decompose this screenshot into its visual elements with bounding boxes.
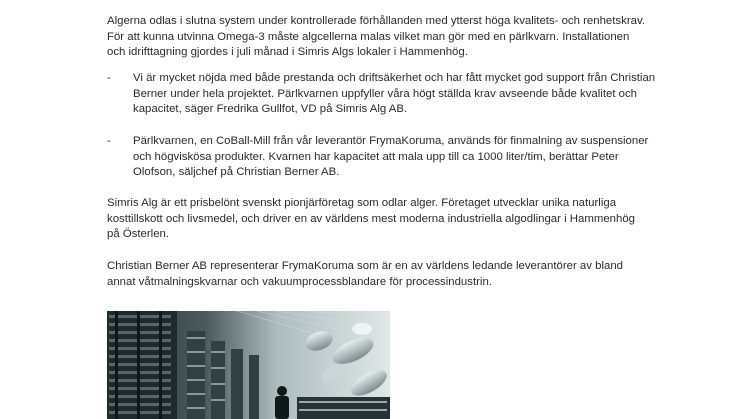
bullet-text: Pärlkvarnen, en CoBall-Mill från vår leverantör FrymaKoruma, används för finmalning av suspensioner och högviskösa produkter. Kvarnen har kapacitet att mala upp till ca 1000 liter/tim, berättar Peter Olofson, säljchef på Christian Berner AB.: [133, 135, 649, 179]
bullet-marker: -: [107, 135, 111, 147]
paragraph-intro: Algerna odlas i slutna system under kontrollerade förhållanden med ytterst höga kvalitets- och renhetskrav. För att kunna utvinna Omega-3 måste algcellerna malas vilket man gör med en pärlkvarn. Installationen och idrifttagning gjordes i juli månad i Simris Algs lokaler i Hammenhög.: [107, 15, 645, 59]
bullet-quote-peter: [107, 134, 657, 181]
bullet-marker: -: [107, 72, 111, 84]
bullet-quote-fredrika: [107, 71, 657, 118]
paragraph-simris: Simris Alg är ett prisbelönt svenskt pionjärföretag som odlar alger. Företaget utvecklar unika naturliga kosttillskott och livsmedel, och driver en av världens mest moderna industriella algodlingar i Hammenhög på Österlen.: [107, 197, 636, 241]
algae-greenhouse-photo-graphic: [107, 311, 390, 419]
bullet-text: Vi är mycket nöjda med både prestanda och driftsäkerhet och har fått mycket god support från Christian Berner under hela projektet. Pärlkvarnen uppfyller våra högt ställda krav avseende både kvalitet och kapacitet, säger Fredrika Gullfot, VD på Simris Alg AB.: [133, 72, 656, 116]
algae-greenhouse-photo: [107, 311, 390, 419]
paragraph-christian-berner: Christian Berner AB representerar FrymaKoruma som är en av världens ledande leverantörer av bland annat våtmalningskvarnar och vakuumprocessblandare för processindustrin.: [107, 260, 623, 288]
